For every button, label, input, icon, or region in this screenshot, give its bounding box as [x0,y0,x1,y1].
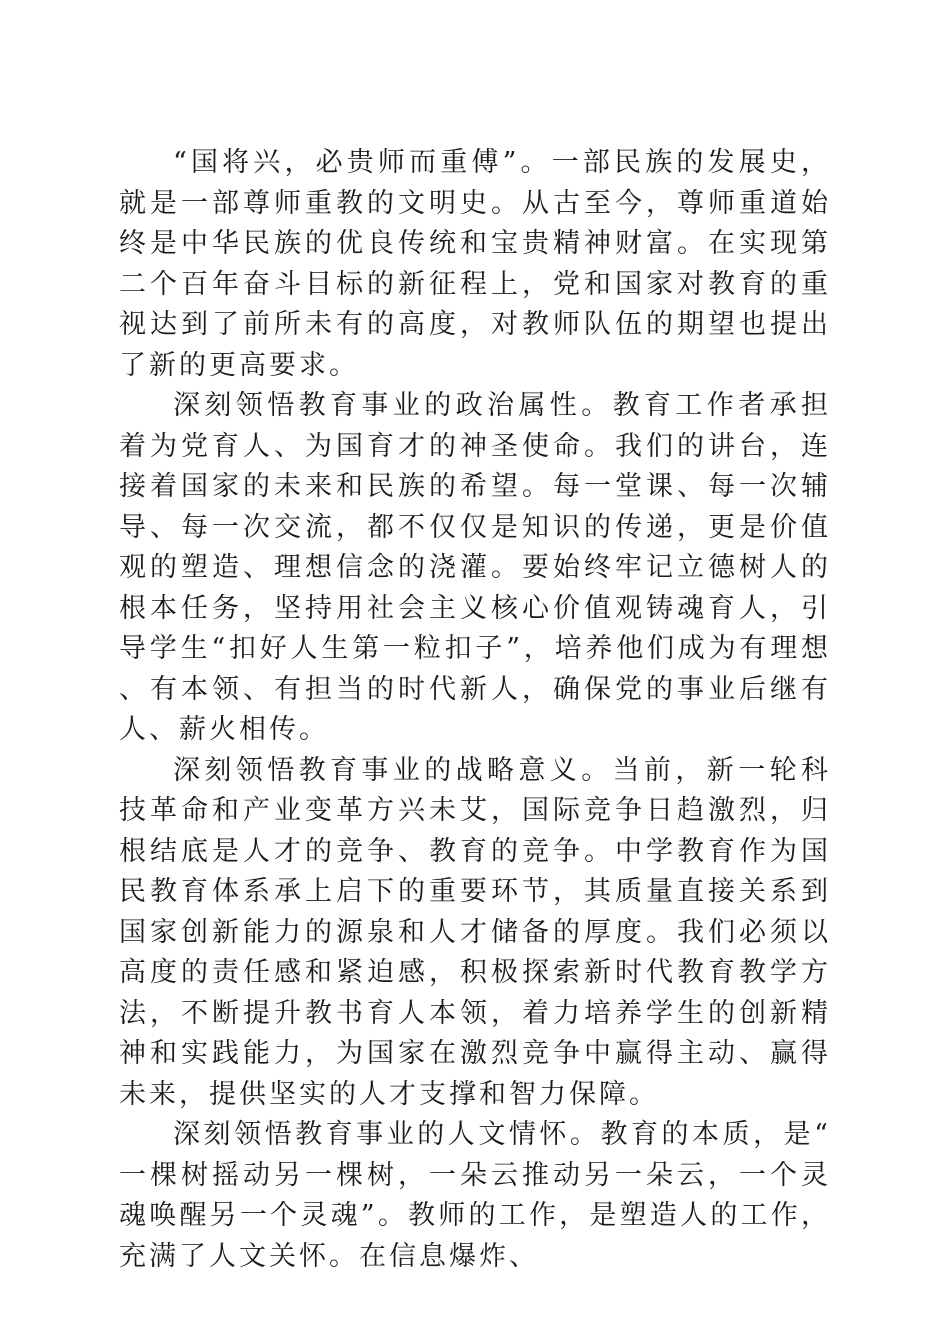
paragraph-intro: “国将兴，必贵师而重傅”。一部民族的发展史，就是一部尊师重教的文明史。从古至今，尊师重道始终是中华民族的优良传统和宝贵精神财富。在实现第二个百年奋斗目标的新征程上，党和国家对教育的重视达到了前所未有的高度，对教师队伍的期望也提出了新的更高要求。 [119,147,831,381]
document-body [119,143,831,1277]
paragraph-humanistic-care: 深刻领悟教育事业的人文情怀。教育的本质，是“一棵树摇动另一棵树，一朵云推动另一朵云，一个灵魂唤醒另一个灵魂”。教师的工作，是塑造人的工作，充满了人文关怀。在信息爆炸、 [119,1119,831,1272]
paragraph-political-attribute: 深刻领悟教育事业的政治属性。教育工作者承担着为党育人、为国育才的神圣使命。我们的讲台，连接着国家的未来和民族的希望。每一堂课、每一次辅导、每一次交流，都不仅仅是知识的传递，更是价值观的塑造、理想信念的浇灌。要始终牢记立德树人的根本任务，坚持用社会主义核心价值观铸魂育人，引导学生“扣好人生第一粒扣子”，培养他们成为有理想、有本领、有担当的时代新人，确保党的事业后继有人、薪火相传。 [119,390,831,745]
paragraph-strategic-significance: 深刻领悟教育事业的战略意义。当前，新一轮科技革命和产业变革方兴未艾，国际竞争日趋激烈，归根结底是人才的竞争、教育的竞争。中学教育作为国民教育体系承上启下的重要环节，其质量直接关系到国家创新能力的源泉和人才储备的厚度。我们必须以高度的责任感和紧迫感，积极探索新时代教育教学方法，不断提升教书育人本领，着力培养学生的创新精神和实践能力，为国家在激烈竞争中赢得主动、赢得未来，提供坚实的人才支撑和智力保障。 [119,754,831,1110]
